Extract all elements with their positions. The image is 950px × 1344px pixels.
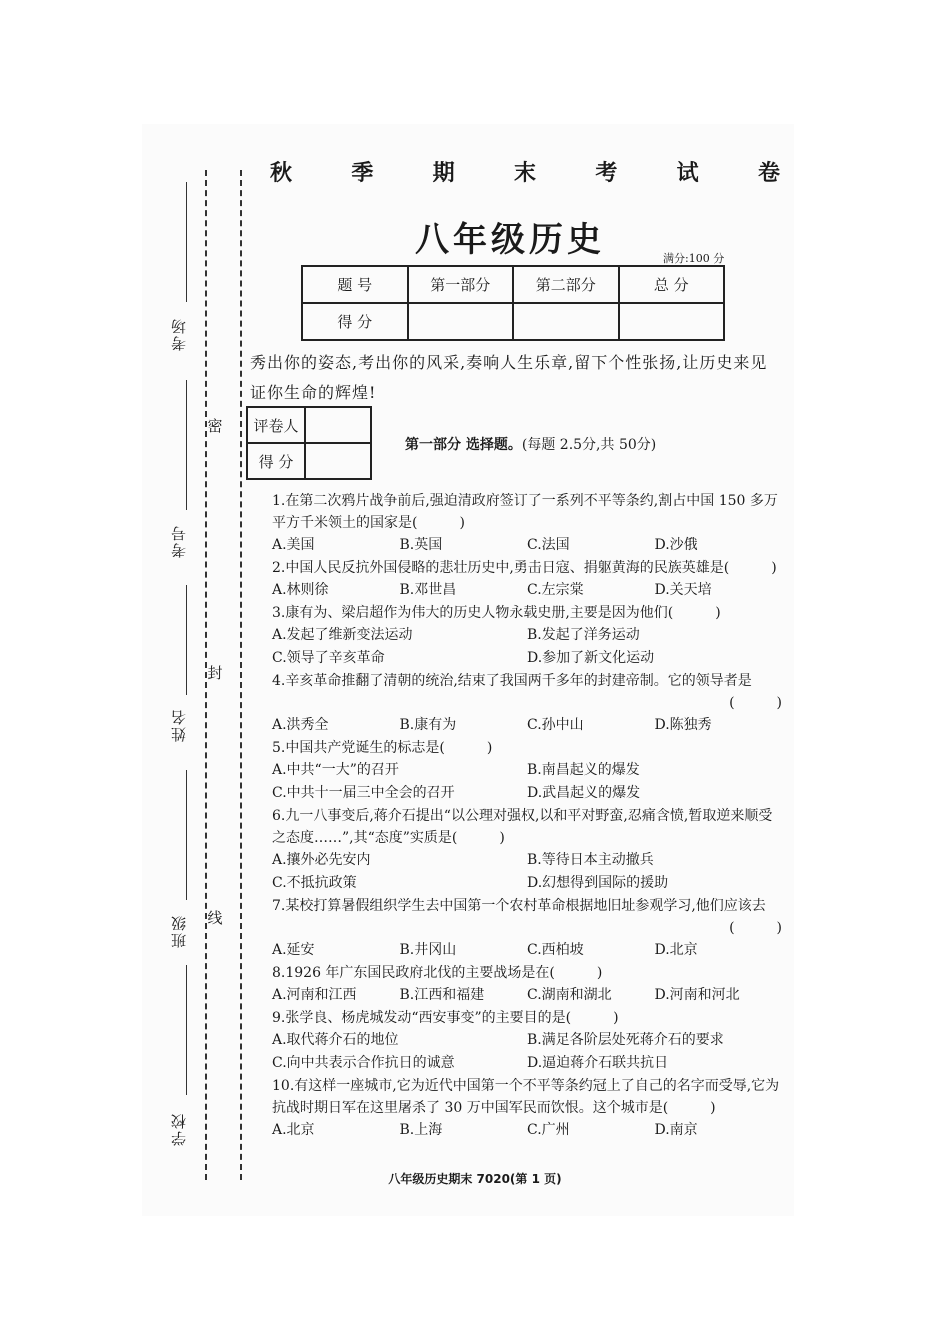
question-stem: 3.康有为、梁启超作为伟大的历史人物永载史册,主要是因为他们( ) (272, 605, 721, 621)
option[interactable]: A.洪秀全 (272, 717, 329, 733)
option-row (272, 714, 782, 737)
score-table (301, 265, 725, 341)
option-row (272, 984, 782, 1007)
option[interactable]: D.逼迫蒋介石联共抗日 (527, 1055, 669, 1071)
option[interactable]: A.攘外必先安内 (272, 852, 371, 868)
section-title: 第一部分 选择题。 (405, 437, 522, 453)
question-item (272, 602, 782, 670)
title-char: 季 (351, 160, 374, 186)
exam-title (270, 156, 780, 187)
question-item (272, 962, 782, 1007)
option[interactable]: C.广州 (527, 1122, 570, 1138)
exam-number-blank (186, 380, 187, 510)
option[interactable]: B.康有为 (399, 717, 457, 733)
seal-xian: 线 (207, 905, 223, 930)
option[interactable]: C.不抵抗政策 (272, 875, 357, 891)
header-cell: 总 分 (619, 266, 725, 303)
grader-cell[interactable] (305, 407, 371, 443)
page-footer: 八年级历史期末 7020(第 1 页) (388, 1172, 562, 1186)
seal-feng: 封 (207, 660, 223, 685)
option[interactable]: C.法国 (527, 537, 570, 553)
option[interactable]: C.孙中山 (527, 717, 584, 733)
option-row (272, 849, 782, 872)
subject-title: 八年级历史 (415, 220, 605, 260)
option[interactable]: C.左宗棠 (527, 582, 584, 598)
title-char: 末 (513, 160, 536, 186)
question-item (272, 557, 782, 602)
full-marks: 满分:100 分 (663, 252, 725, 265)
answer-bracket[interactable]: ( ) (729, 920, 782, 936)
score-table-header-row (302, 266, 724, 303)
name-blank (186, 585, 187, 695)
option[interactable]: A.美国 (272, 537, 315, 553)
option[interactable]: B.满足各阶层处死蒋介石的要求 (527, 1032, 724, 1048)
option[interactable]: D.沙俄 (654, 537, 698, 553)
option[interactable]: D.幻想得到国际的援助 (527, 875, 669, 891)
question-stem: 1.在第二次鸦片战争前后,强迫清政府签订了一系列不平等条约,割占中国 150 多万平方千米领土的国家是( ) (272, 493, 778, 531)
score-cell-part1[interactable] (408, 303, 514, 340)
question-item (272, 895, 782, 962)
option[interactable]: A.林则徐 (272, 582, 329, 598)
score-table-score-row (302, 303, 724, 340)
label-name: 姓名 (170, 708, 188, 742)
question-item (272, 1075, 782, 1142)
grader-score-cell[interactable] (305, 443, 371, 479)
class-blank (186, 770, 187, 900)
question-item (272, 805, 782, 895)
question-item (272, 737, 782, 805)
grader-row (247, 407, 371, 443)
label-exam-room: 考场 (170, 317, 188, 351)
grader-label: 评卷人 (247, 407, 305, 443)
option[interactable]: C.西柏坡 (527, 942, 584, 958)
option[interactable]: C.湖南和湖北 (527, 987, 612, 1003)
question-stem: 4.辛亥革命推翻了清朝的统治,结束了我国两千多年的封建帝制。它的领导者是 (272, 673, 752, 689)
label-school: 学校 (170, 1112, 188, 1146)
option-row (272, 579, 782, 602)
question-stem: 10.有这样一座城市,它为近代中国第一个不平等条约冠上了自己的名字而受辱,它为抗战时期日军在这里屠杀了 30 万中国军民而饮恨。这个城市是( ) (272, 1078, 780, 1116)
question-stem: 5.中国共产党诞生的标志是( ) (272, 740, 493, 756)
option[interactable]: A.河南和江西 (272, 987, 357, 1003)
question-item (272, 1007, 782, 1075)
question-item (272, 670, 782, 737)
option-row (272, 1029, 782, 1052)
header-cell: 第一部分 (408, 266, 514, 303)
option[interactable]: A.发起了维新变法运动 (272, 627, 413, 643)
score-cell-total[interactable] (619, 303, 725, 340)
option[interactable]: A.延安 (272, 942, 315, 958)
option[interactable]: D.武昌起义的爆发 (527, 785, 641, 801)
section-heading (405, 434, 656, 454)
option-row (272, 872, 782, 895)
option[interactable]: B.江西和福建 (399, 987, 485, 1003)
option-row (272, 939, 782, 962)
option-row (272, 759, 782, 782)
option-row (272, 647, 782, 670)
option[interactable]: C.中共十一届三中全会的召开 (272, 785, 455, 801)
option[interactable]: B.邓世昌 (399, 582, 457, 598)
header-cell: 题 号 (302, 266, 408, 303)
title-char: 考 (595, 160, 618, 186)
option[interactable]: B.发起了洋务运动 (527, 627, 640, 643)
question-item (272, 490, 782, 557)
grader-table (246, 406, 372, 480)
option-row (272, 782, 782, 805)
binding-dashed-line-inner (240, 170, 242, 1180)
option[interactable]: B.等待日本主动撤兵 (527, 852, 654, 868)
option[interactable]: A.北京 (272, 1122, 315, 1138)
grader-score-label: 得 分 (247, 443, 305, 479)
option-row (272, 1052, 782, 1075)
question-stem: 9.张学良、杨虎城发动“西安事变”的主要目的是( ) (272, 1010, 619, 1026)
title-char: 秋 (270, 160, 293, 186)
option[interactable]: B.英国 (399, 537, 443, 553)
answer-bracket[interactable]: ( ) (729, 695, 782, 711)
title-char: 期 (432, 160, 455, 186)
option-row (272, 624, 782, 647)
title-char: 卷 (757, 160, 780, 186)
option[interactable]: D.河南和河北 (654, 987, 740, 1003)
option[interactable]: B.上海 (399, 1122, 443, 1138)
option[interactable]: D.关天培 (654, 582, 712, 598)
title-char: 试 (676, 160, 699, 186)
header-cell: 第二部分 (513, 266, 619, 303)
label-class: 班级 (170, 914, 188, 948)
option[interactable]: C.向中共表示合作抗日的诚意 (272, 1055, 455, 1071)
slogan: 秀出你的姿态,考出你的风采,奏响人生乐章,留下个性张扬,让历史来见证你生命的辉煌! (250, 353, 768, 402)
question-stem: 8.1926 年广东国民政府北伐的主要战场是在( ) (272, 965, 603, 981)
exam-room-blank (186, 182, 187, 302)
grader-score-row (247, 443, 371, 479)
option-row (272, 1119, 782, 1142)
label-exam-number: 考号 (170, 524, 188, 558)
option[interactable]: D.北京 (654, 942, 698, 958)
row-label: 得 分 (302, 303, 408, 340)
score-cell-part2[interactable] (513, 303, 619, 340)
seal-mi: 密 (207, 413, 223, 438)
option[interactable]: D.南京 (654, 1122, 698, 1138)
option[interactable]: B.南昌起义的爆发 (527, 762, 640, 778)
option[interactable]: A.中共“一大”的召开 (272, 762, 399, 778)
section-note: (每题 2.5分,共 50分) (521, 437, 657, 453)
school-blank (186, 965, 187, 1095)
option[interactable]: A.取代蒋介石的地位 (272, 1032, 399, 1048)
option[interactable]: C.领导了辛亥革命 (272, 650, 385, 666)
question-list (272, 490, 782, 1142)
question-stem: 7.某校打算暑假组织学生去中国第一个农村革命根据地旧址参观学习,他们应该去 (272, 898, 766, 914)
option[interactable]: D.参加了新文化运动 (527, 650, 655, 666)
option[interactable]: D.陈独秀 (654, 717, 712, 733)
option-row (272, 534, 782, 557)
question-stem: 2.中国人民反抗外国侵略的悲壮历史中,勇击日寇、捐躯黄海的民族英雄是( ) (272, 560, 777, 576)
option[interactable]: B.井冈山 (399, 942, 457, 958)
question-stem: 6.九一八事变后,蒋介石提出“以公理对强权,以和平对野蛮,忍痛含愤,暂取逆来顺受之态度……”,其“态度”实质是( ) (272, 808, 773, 846)
